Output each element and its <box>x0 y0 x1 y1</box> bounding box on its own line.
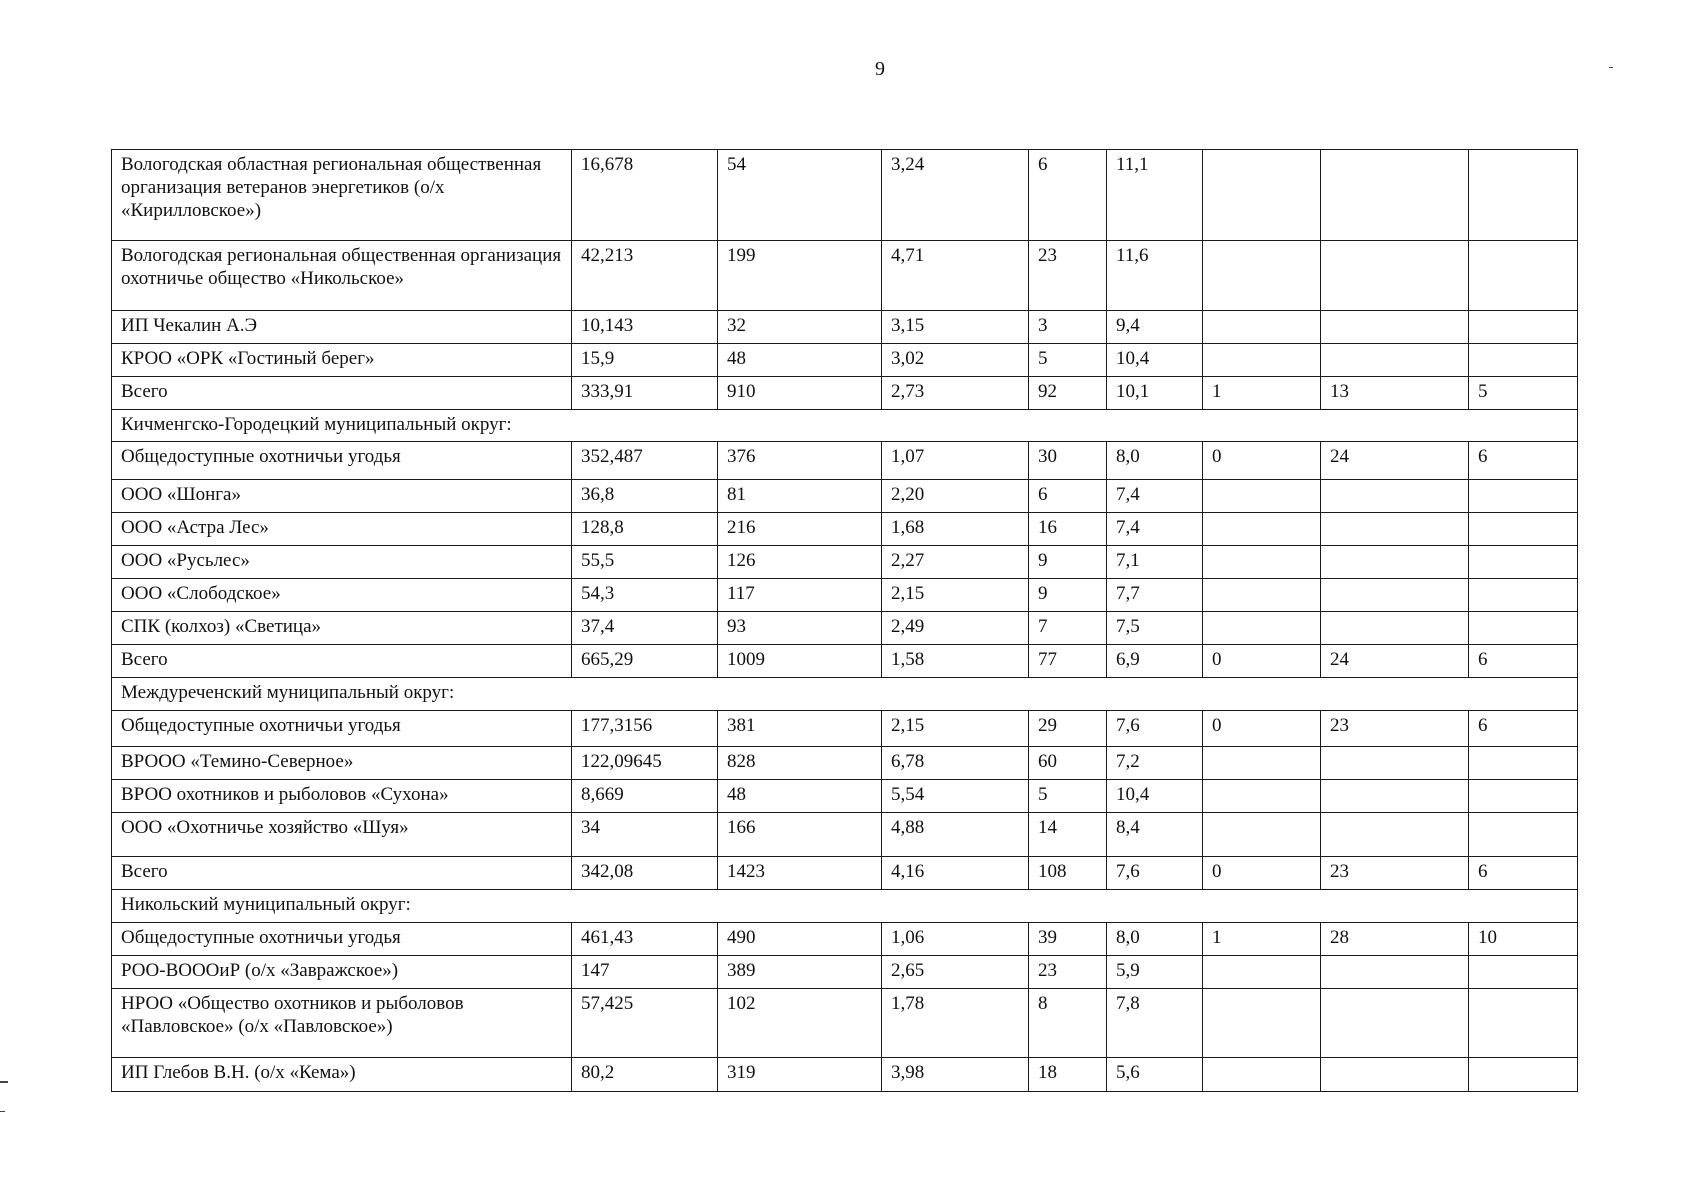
value-cell: 11,1 <box>1107 150 1203 241</box>
value-cell <box>1321 344 1469 377</box>
value-cell: 48 <box>718 780 882 813</box>
value-cell <box>1203 546 1321 579</box>
value-cell: 4,88 <box>882 813 1029 857</box>
value-cell <box>1321 311 1469 344</box>
value-cell: 2,15 <box>882 579 1029 612</box>
organization-cell: Всего <box>112 857 572 890</box>
section-heading: Междуреченский муниципальный округ: <box>112 678 1578 711</box>
table-row <box>112 711 1578 747</box>
table-row <box>112 579 1578 612</box>
organization-cell: СПК (колхоз) «Светица» <box>112 612 572 645</box>
value-cell <box>1321 956 1469 989</box>
value-cell: 39 <box>1029 923 1107 956</box>
value-cell: 57,425 <box>572 989 718 1058</box>
value-cell: 2,65 <box>882 956 1029 989</box>
table-row <box>112 311 1578 344</box>
value-cell: 80,2 <box>572 1058 718 1092</box>
value-cell: 7,4 <box>1107 513 1203 546</box>
value-cell: 166 <box>718 813 882 857</box>
value-cell <box>1203 1058 1321 1092</box>
value-cell: 1,07 <box>882 442 1029 480</box>
value-cell: 23 <box>1029 956 1107 989</box>
table-row <box>112 1058 1578 1092</box>
value-cell <box>1203 747 1321 780</box>
value-cell: 8,4 <box>1107 813 1203 857</box>
value-cell <box>1321 480 1469 513</box>
value-cell: 5,9 <box>1107 956 1203 989</box>
value-cell: 0 <box>1203 442 1321 480</box>
table-row <box>112 546 1578 579</box>
value-cell: 8,669 <box>572 780 718 813</box>
value-cell: 24 <box>1321 645 1469 678</box>
value-cell: 7,2 <box>1107 747 1203 780</box>
value-cell: 42,213 <box>572 241 718 311</box>
value-cell: 5 <box>1029 344 1107 377</box>
value-cell: 6,9 <box>1107 645 1203 678</box>
value-cell: 6 <box>1469 645 1578 678</box>
value-cell: 7,4 <box>1107 480 1203 513</box>
organization-cell: Всего <box>112 377 572 410</box>
value-cell: 7,5 <box>1107 612 1203 645</box>
value-cell: 7,6 <box>1107 711 1203 747</box>
value-cell: 10 <box>1469 923 1578 956</box>
value-cell <box>1469 480 1578 513</box>
organization-cell: ООО «Астра Лес» <box>112 513 572 546</box>
table-row <box>112 150 1578 241</box>
value-cell: 147 <box>572 956 718 989</box>
table-row <box>112 645 1578 678</box>
organization-cell: ООО «Охотничье хозяйство «Шуя» <box>112 813 572 857</box>
value-cell: 23 <box>1029 241 1107 311</box>
value-cell: 342,08 <box>572 857 718 890</box>
value-cell: 108 <box>1029 857 1107 890</box>
value-cell <box>1203 480 1321 513</box>
value-cell <box>1469 747 1578 780</box>
value-cell: 4,71 <box>882 241 1029 311</box>
section-heading: Кичменгско-Городецкий муниципальный округ: <box>112 410 1578 442</box>
value-cell: 177,3156 <box>572 711 718 747</box>
value-cell: 10,4 <box>1107 344 1203 377</box>
value-cell: 352,487 <box>572 442 718 480</box>
value-cell <box>1321 813 1469 857</box>
value-cell: 1 <box>1203 923 1321 956</box>
table-row <box>112 513 1578 546</box>
value-cell: 5,6 <box>1107 1058 1203 1092</box>
value-cell: 2,20 <box>882 480 1029 513</box>
value-cell: 117 <box>718 579 882 612</box>
value-cell: 9 <box>1029 579 1107 612</box>
value-cell <box>1469 780 1578 813</box>
value-cell: 5 <box>1029 780 1107 813</box>
table-row <box>112 989 1578 1058</box>
organization-cell: Общедоступные охотничьи угодья <box>112 923 572 956</box>
value-cell: 9 <box>1029 546 1107 579</box>
value-cell: 0 <box>1203 711 1321 747</box>
organization-cell: Вологодская региональная общественная организация охотничье общество «Никольское» <box>112 241 572 311</box>
table-row <box>112 442 1578 480</box>
value-cell: 1,58 <box>882 645 1029 678</box>
value-cell: 1,78 <box>882 989 1029 1058</box>
left-edge-mark <box>0 1111 5 1112</box>
value-cell: 16,678 <box>572 150 718 241</box>
value-cell: 8 <box>1029 989 1107 1058</box>
value-cell: 1423 <box>718 857 882 890</box>
value-cell: 1009 <box>718 645 882 678</box>
organization-cell: ООО «Русьлес» <box>112 546 572 579</box>
value-cell: 77 <box>1029 645 1107 678</box>
section-row <box>112 410 1578 442</box>
value-cell <box>1321 546 1469 579</box>
value-cell <box>1469 546 1578 579</box>
page-number: 9 <box>875 58 885 80</box>
value-cell: 11,6 <box>1107 241 1203 311</box>
value-cell <box>1203 813 1321 857</box>
right-edge-mark <box>1609 67 1613 68</box>
value-cell: 13 <box>1321 377 1469 410</box>
value-cell: 5,54 <box>882 780 1029 813</box>
value-cell <box>1203 311 1321 344</box>
value-cell <box>1203 579 1321 612</box>
value-cell: 92 <box>1029 377 1107 410</box>
value-cell: 6,78 <box>882 747 1029 780</box>
value-cell: 18 <box>1029 1058 1107 1092</box>
section-row <box>112 678 1578 711</box>
table-row <box>112 377 1578 410</box>
data-table <box>111 149 1578 1092</box>
value-cell <box>1469 612 1578 645</box>
value-cell: 381 <box>718 711 882 747</box>
organization-cell: КРОО «ОРК «Гостиный берег» <box>112 344 572 377</box>
value-cell: 3 <box>1029 311 1107 344</box>
value-cell: 54 <box>718 150 882 241</box>
value-cell: 1,06 <box>882 923 1029 956</box>
value-cell: 7,7 <box>1107 579 1203 612</box>
value-cell: 60 <box>1029 747 1107 780</box>
value-cell: 122,09645 <box>572 747 718 780</box>
value-cell: 81 <box>718 480 882 513</box>
value-cell: 102 <box>718 989 882 1058</box>
value-cell <box>1469 579 1578 612</box>
organization-cell: ООО «Слободское» <box>112 579 572 612</box>
value-cell: 8,0 <box>1107 442 1203 480</box>
value-cell: 7,8 <box>1107 989 1203 1058</box>
value-cell: 0 <box>1203 645 1321 678</box>
value-cell: 8,0 <box>1107 923 1203 956</box>
value-cell <box>1469 513 1578 546</box>
value-cell <box>1469 241 1578 311</box>
table-row <box>112 612 1578 645</box>
value-cell: 6 <box>1029 480 1107 513</box>
left-edge-mark <box>0 1081 8 1083</box>
value-cell: 7 <box>1029 612 1107 645</box>
organization-cell: Общедоступные охотничьи угодья <box>112 711 572 747</box>
table-row <box>112 813 1578 857</box>
value-cell: 3,24 <box>882 150 1029 241</box>
value-cell: 48 <box>718 344 882 377</box>
value-cell <box>1469 150 1578 241</box>
organization-cell: РОО-ВОООиР (о/х «Завражское») <box>112 956 572 989</box>
value-cell <box>1321 780 1469 813</box>
value-cell: 6 <box>1469 711 1578 747</box>
value-cell <box>1469 1058 1578 1092</box>
value-cell <box>1203 612 1321 645</box>
value-cell: 28 <box>1321 923 1469 956</box>
value-cell: 32 <box>718 311 882 344</box>
value-cell: 3,02 <box>882 344 1029 377</box>
value-cell: 1 <box>1203 377 1321 410</box>
value-cell: 16 <box>1029 513 1107 546</box>
value-cell: 2,27 <box>882 546 1029 579</box>
value-cell: 10,4 <box>1107 780 1203 813</box>
value-cell: 3,15 <box>882 311 1029 344</box>
organization-cell: ВРОО охотников и рыболовов «Сухона» <box>112 780 572 813</box>
value-cell <box>1321 150 1469 241</box>
organization-cell: ИП Чекалин А.Э <box>112 311 572 344</box>
value-cell: 34 <box>572 813 718 857</box>
value-cell <box>1469 989 1578 1058</box>
value-cell: 828 <box>718 747 882 780</box>
organization-cell: Общедоступные охотничьи угодья <box>112 442 572 480</box>
value-cell: 126 <box>718 546 882 579</box>
value-cell <box>1203 344 1321 377</box>
value-cell <box>1321 513 1469 546</box>
table-row <box>112 923 1578 956</box>
table-body <box>112 150 1578 1092</box>
value-cell: 9,4 <box>1107 311 1203 344</box>
value-cell: 30 <box>1029 442 1107 480</box>
value-cell: 2,49 <box>882 612 1029 645</box>
value-cell <box>1321 241 1469 311</box>
table-row <box>112 344 1578 377</box>
section-row <box>112 890 1578 923</box>
value-cell: 3,98 <box>882 1058 1029 1092</box>
value-cell: 319 <box>718 1058 882 1092</box>
value-cell: 36,8 <box>572 480 718 513</box>
value-cell: 0 <box>1203 857 1321 890</box>
value-cell <box>1469 813 1578 857</box>
value-cell: 24 <box>1321 442 1469 480</box>
value-cell: 376 <box>718 442 882 480</box>
value-cell: 6 <box>1469 442 1578 480</box>
organization-cell: ВРООО «Темино-Северное» <box>112 747 572 780</box>
value-cell: 665,29 <box>572 645 718 678</box>
value-cell: 389 <box>718 956 882 989</box>
organization-cell: ООО «Шонга» <box>112 480 572 513</box>
value-cell <box>1469 311 1578 344</box>
value-cell: 14 <box>1029 813 1107 857</box>
value-cell: 333,91 <box>572 377 718 410</box>
table-row <box>112 956 1578 989</box>
table-row <box>112 780 1578 813</box>
value-cell: 4,16 <box>882 857 1029 890</box>
value-cell: 7,1 <box>1107 546 1203 579</box>
value-cell <box>1469 956 1578 989</box>
value-cell <box>1203 780 1321 813</box>
section-heading: Никольский муниципальный округ: <box>112 890 1578 923</box>
organization-cell: НРОО «Общество охотников и рыболовов «Павловское» (о/х «Павловское») <box>112 989 572 1058</box>
value-cell <box>1321 747 1469 780</box>
value-cell: 216 <box>718 513 882 546</box>
value-cell: 55,5 <box>572 546 718 579</box>
value-cell: 2,15 <box>882 711 1029 747</box>
value-cell: 2,73 <box>882 377 1029 410</box>
value-cell <box>1321 1058 1469 1092</box>
value-cell: 15,9 <box>572 344 718 377</box>
value-cell <box>1203 241 1321 311</box>
value-cell <box>1203 956 1321 989</box>
table-row <box>112 857 1578 890</box>
table-row <box>112 747 1578 780</box>
table-row <box>112 241 1578 311</box>
value-cell: 93 <box>718 612 882 645</box>
value-cell <box>1203 150 1321 241</box>
value-cell: 23 <box>1321 857 1469 890</box>
table-row <box>112 480 1578 513</box>
value-cell <box>1469 344 1578 377</box>
value-cell: 23 <box>1321 711 1469 747</box>
value-cell <box>1203 513 1321 546</box>
organization-cell: Вологодская областная региональная общественная организация ветеранов энергетиков (о/х «Кирилловское») <box>112 150 572 241</box>
value-cell: 29 <box>1029 711 1107 747</box>
value-cell: 5 <box>1469 377 1578 410</box>
value-cell: 199 <box>718 241 882 311</box>
value-cell: 910 <box>718 377 882 410</box>
value-cell <box>1321 612 1469 645</box>
value-cell: 6 <box>1029 150 1107 241</box>
value-cell: 461,43 <box>572 923 718 956</box>
value-cell: 10,143 <box>572 311 718 344</box>
value-cell <box>1321 989 1469 1058</box>
value-cell <box>1321 579 1469 612</box>
value-cell: 54,3 <box>572 579 718 612</box>
value-cell: 490 <box>718 923 882 956</box>
organization-cell: Всего <box>112 645 572 678</box>
organization-cell: ИП Глебов В.Н. (о/х «Кема») <box>112 1058 572 1092</box>
value-cell: 10,1 <box>1107 377 1203 410</box>
value-cell: 7,6 <box>1107 857 1203 890</box>
value-cell <box>1203 989 1321 1058</box>
value-cell: 37,4 <box>572 612 718 645</box>
value-cell: 6 <box>1469 857 1578 890</box>
value-cell: 128,8 <box>572 513 718 546</box>
value-cell: 1,68 <box>882 513 1029 546</box>
